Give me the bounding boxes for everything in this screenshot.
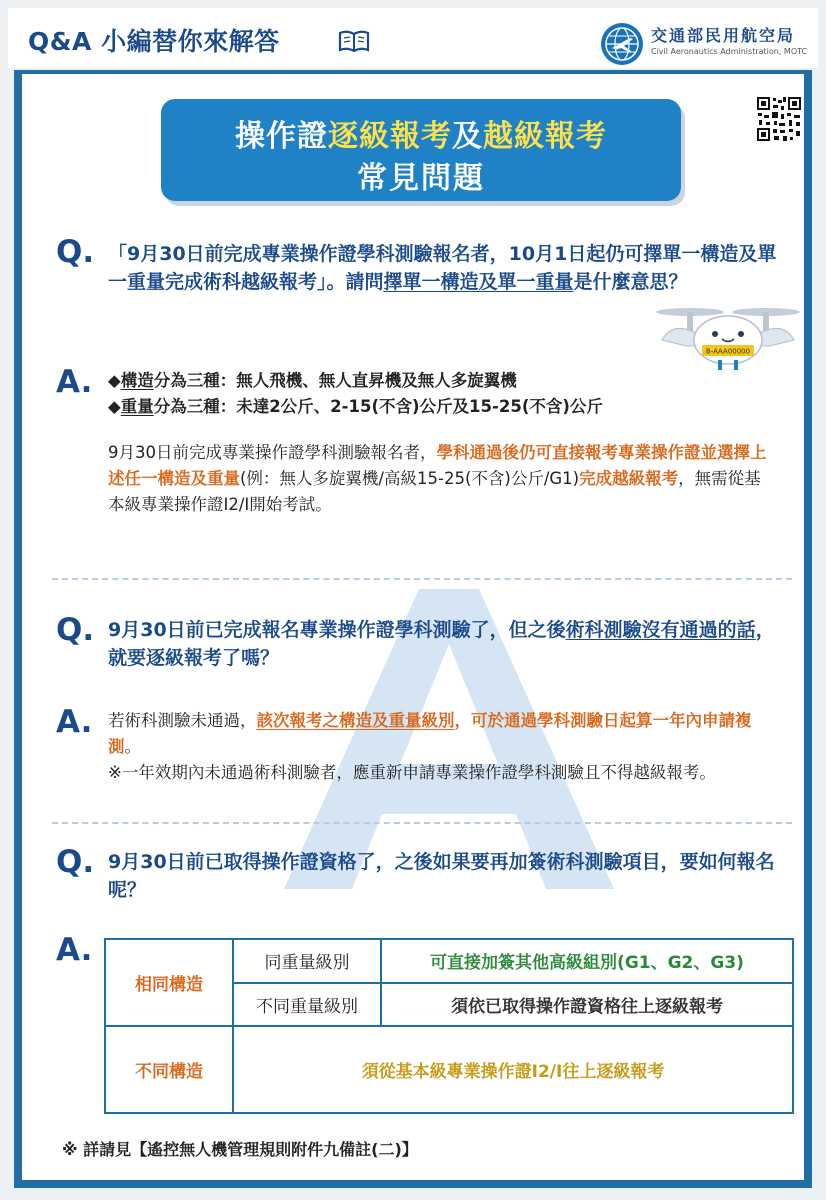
a3-label: A. <box>56 932 93 968</box>
diff-weight-cell: 不同重量級別 <box>233 983 381 1027</box>
same-structure-cell: 相同構造 <box>105 939 233 1026</box>
same-weight-cell: 同重量級別 <box>233 939 381 983</box>
table-row <box>105 939 793 983</box>
banner-subtitle: 常見問題 <box>357 161 485 196</box>
diff-structure-cell: 不同構造 <box>105 1026 233 1113</box>
q2-text: 9月30日前已完成報名專業操作證學科測驗了，但之後術科測驗沒有通過的話，就要逐級報考了嗎？ <box>108 619 775 669</box>
a1-explanation: 9月30日前完成專業操作證學科測驗報名者，學科通過後仍可直接報考專業操作證並選擇上述任一構造及重量(例：無人多旋翼機/高級15-25(不含)公斤/G1)完成越級報考，無需從基本級專業操作證I2/I開始考試。 <box>108 443 767 514</box>
a1-structure-line: ◆構造分為三種：無人飛機、無人直昇機及無人多旋翼機 <box>108 371 517 390</box>
caa-logo <box>600 22 644 66</box>
a1-label: A. <box>56 364 93 400</box>
q3-text: 9月30日前已取得操作證資格了，之後如果要再加簽術科測驗項目，要如何報名呢？ <box>108 851 775 901</box>
title-banner <box>161 99 681 201</box>
q2-label: Q. <box>56 612 95 648</box>
header-title: Q&A 小編替你來解答 <box>28 27 280 56</box>
qr-code-icon <box>756 96 802 142</box>
table-row <box>105 1026 793 1113</box>
q1-text: 「9月30日前完成專業操作證學科測驗報名者，10月1日起仍可擇單一構造及單一重量完成術科越級報考」。請問擇單一構造及單一重量是什麼意思？ <box>108 243 777 293</box>
section-divider <box>52 578 792 580</box>
svg-text:B-AAA00000: B-AAA00000 <box>705 347 751 356</box>
agency-english-name: Civil Aeronautics Administration, MOTC <box>651 47 808 56</box>
a1-weight-line: ◆重量分為三種：未達2公斤、2-15(不含)公斤及15-25(不含)公斤 <box>108 397 603 416</box>
content-panel <box>14 70 812 1188</box>
q1-label: Q. <box>56 234 95 270</box>
answer-table <box>104 938 794 1114</box>
footnote: ※ 詳請見【遙控無人機管理規則附件九備註(二)】 <box>62 1140 418 1159</box>
diff-structure-result: 須從基本級專業操作證I2/I往上逐級報考 <box>233 1026 793 1113</box>
q3-label: Q. <box>56 844 95 880</box>
header-bar <box>8 8 818 68</box>
diff-weight-result: 須依已取得操作證資格往上逐級報考 <box>381 983 793 1027</box>
a2-label: A. <box>56 704 93 740</box>
agency-name: 交通部民用航空局 <box>651 26 796 45</box>
section-divider <box>52 822 792 824</box>
book-icon <box>338 30 370 52</box>
a2-text: 若術科測驗未通過，該次報考之構造及重量級別，可於通過學科測驗日起算一年內申請複測。 <box>108 711 752 756</box>
banner-title: 操作證逐級報考及越級報考 <box>235 119 607 154</box>
same-weight-result: 可直接加簽其他高級組別(G1、G2、G3) <box>381 939 793 983</box>
a2-note: ※一年效期內未通過術科測驗者，應重新申請專業操作證學科測驗且不得越級報考。 <box>108 763 716 782</box>
